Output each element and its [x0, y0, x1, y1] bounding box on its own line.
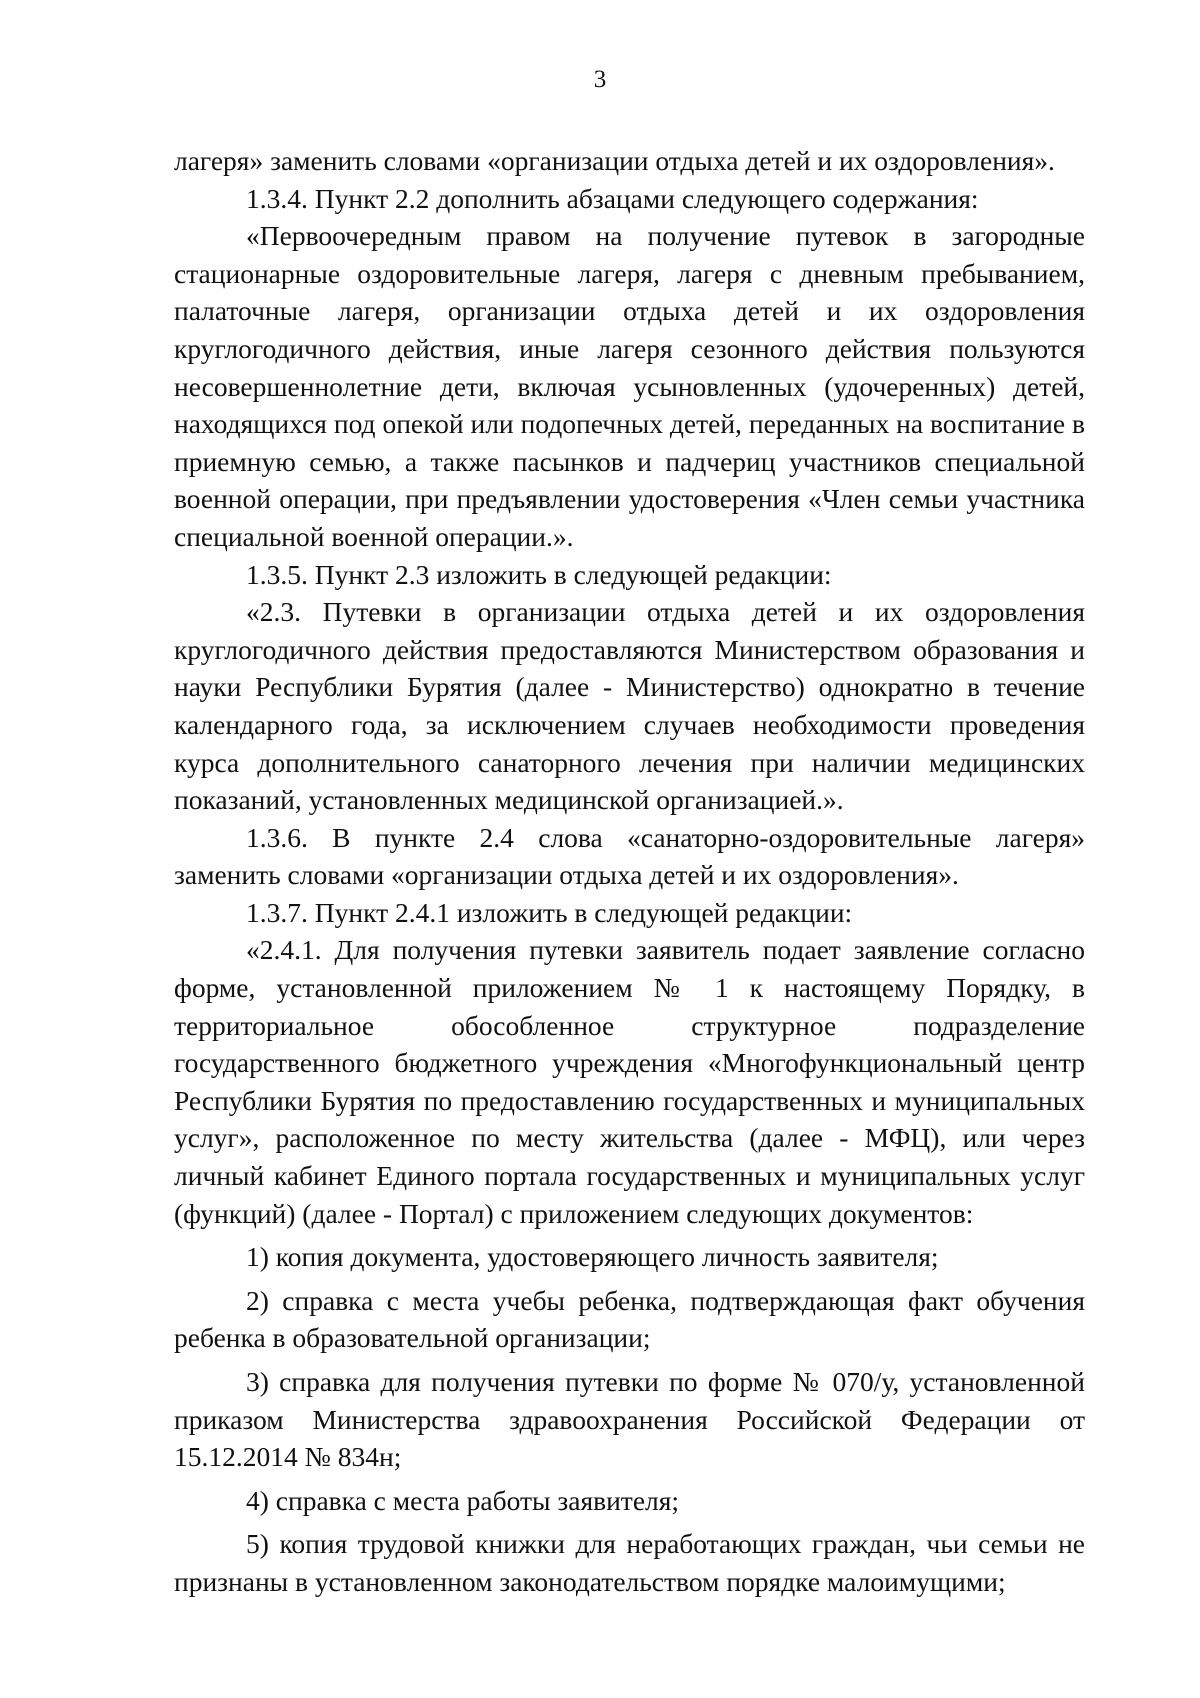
paragraph-item-1-3-5: 1.3.5. Пункт 2.3 изложить в следующей редакции:	[246, 558, 832, 590]
list-item-4: 4) справка с места работы заявителя;	[246, 1484, 680, 1516]
list-item-2: 2) справка с места учебы ребенка, подтверждающая факт обучения ребенка в образовательной организации;	[174, 1284, 1085, 1354]
page-number: 3	[593, 66, 607, 93]
list-item-5: 5) копия трудовой книжки для неработающих граждан, чьи семьи не признаны в установленном законодательством порядке малоимущими;	[174, 1528, 1085, 1597]
list-item-1: 1) копия документа, удостоверяющего личность заявителя;	[246, 1241, 939, 1273]
list-item-3: 3) справка для получения путевки по форме № 070/у, установленной приказом Министерства здравоохранения Российской Федерации от 15.12.2014 № 834н;	[174, 1366, 1085, 1473]
paragraph-quote-priority-right: «Первоочередным правом на получение путевок в загородные стационарные оздоровительные лагеря, лагеря с дневным пребыванием, палаточные лагеря, организации отдыха детей и их оздоровления круглогодичного действия, иные лагеря сезонного действия пользуются несовершеннолетние дети, включая усыновленных (удочеренных) детей, находящихся под опекой или подопечных детей, переданных на воспитание в приемную семью, а также пасынков и падчериц участников специальной военной операции, при предъявлении удостоверения «Член семьи участника специальной военной операции.».	[174, 220, 1085, 552]
paragraph-quote-2-4-1: «2.4.1. Для получения путевки заявитель подает заявление согласно форме, установленной приложением № 1 к настоящему Порядку, в территориальное обособленное структурное подразделение государственного бюджетного учреждения «Многофункциональный центр Республики Бурятия по предоставлению государственных и муниципальных услуг», расположенное по месту жительства (далее - МФЦ), или через личный кабинет Единого портала государственных и муниципальных услуг (функций) (далее - Портал) с приложением следующих документов:	[174, 934, 1085, 1229]
paragraph-item-1-3-7: 1.3.7. Пункт 2.4.1 изложить в следующей редакции:	[246, 896, 853, 928]
paragraph-item-1-3-4: 1.3.4. Пункт 2.2 дополнить абзацами следующего содержания:	[246, 182, 979, 214]
document-body	[174, 142, 1085, 1601]
paragraph-quote-2-3: «2.3. Путевки в организации отдыха детей и их оздоровления круглогодичного действия предоставляются Министерством образования и науки Республики Бурятия (далее - Министерство) однократно в течение календарного года, за исключением случаев необходимости проведения курса дополнительного санаторного лечения при наличии медицинских показаний, установленных медицинской организацией.».	[174, 596, 1085, 816]
paragraph-continuation: лагеря» заменить словами «организации отдыха детей и их оздоровления».	[174, 145, 1055, 176]
paragraph-item-1-3-6: 1.3.6. В пункте 2.4 слова «санаторно-оздоровительные лагеря» заменить словами «организации отдыха детей и их оздоровления».	[174, 821, 1085, 891]
